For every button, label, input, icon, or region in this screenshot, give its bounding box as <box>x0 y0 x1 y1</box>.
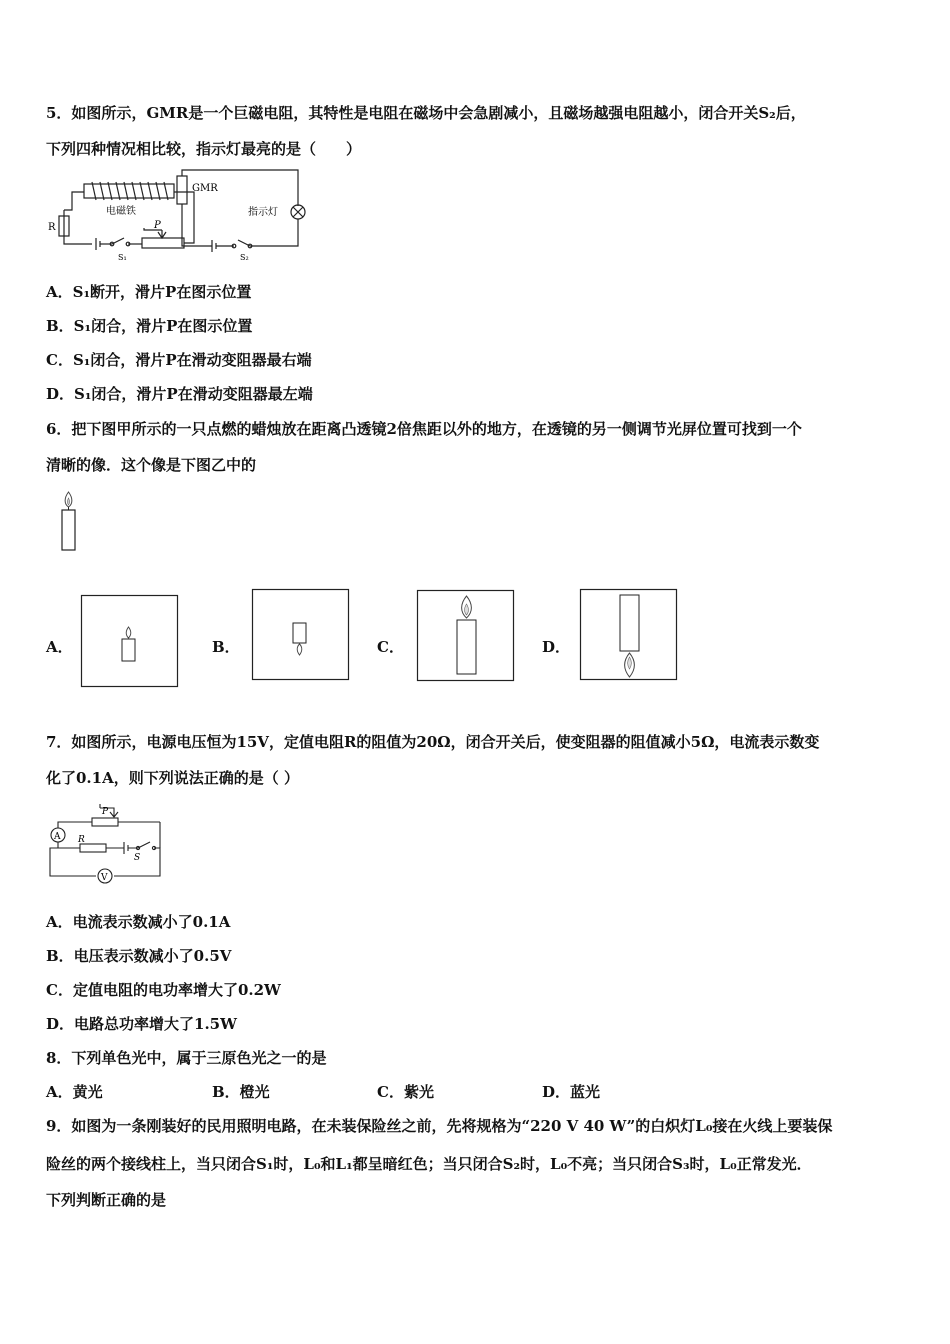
q5-stem-line2: 下列四种情况相比较，指示灯最亮的是（ ） <box>46 140 362 158</box>
q5-option-a[interactable]: A．S₁断开，滑片P在图示位置 <box>46 283 252 301</box>
q7-option-c[interactable]: C．定值电阻的电功率增大了0.2W <box>46 981 281 999</box>
q6-option-b-label[interactable]: B． <box>212 638 240 656</box>
q7-circuit-figure <box>44 800 164 890</box>
q7-fig-v-label: V <box>101 873 108 883</box>
q9-stem-line3: 下列判断正确的是 <box>46 1191 167 1209</box>
q7-stem-line2: 化了0.1A，则下列说法正确的是（ ） <box>46 769 299 787</box>
q9-stem-line1: 9．如图为一条刚装好的民用照明电路，在未装保险丝之前，先将规格为“220 V 40 W”的白炽灯L₀接在火线上要装保 <box>46 1117 833 1135</box>
q7-option-b[interactable]: B．电压表示数减小了0.5V <box>46 947 232 965</box>
q5-fig-p-label: P <box>154 220 161 231</box>
q5-fig-s2-label: S₂ <box>240 253 249 262</box>
q9-stem-line2: 险丝的两个接线柱上，当只闭合S₁时，L₀和L₁都呈暗红色；当只闭合S₂时，L₀不亮；当只闭合S₃时，L₀正常发光． <box>46 1155 812 1173</box>
q5-fig-r-label: R <box>48 222 56 233</box>
q5-stem-line1: 5．如图所示，GMR是一个巨磁电阻，其特性是电阻在磁场中会急剧减小，且磁场越强电阻越小，闭合开关S₂后， <box>46 104 806 122</box>
q6-option-d-label[interactable]: D． <box>542 638 571 656</box>
q8-option-b[interactable]: B．橙光 <box>212 1083 270 1101</box>
q7-option-a[interactable]: A．电流表示数减小了0.1A <box>46 913 231 931</box>
q6-option-b-image[interactable] <box>252 589 349 681</box>
q7-fig-p-label: P <box>102 807 109 817</box>
q6-option-c-image[interactable] <box>417 590 514 682</box>
q7-fig-r-label: R <box>78 835 85 845</box>
q5-option-b[interactable]: B．S₁闭合，滑片P在图示位置 <box>46 317 253 335</box>
q7-option-d[interactable]: D．电路总功率增大了1.5W <box>46 1015 237 1033</box>
q6-candle-figure <box>58 488 80 554</box>
q6-option-a-image[interactable] <box>81 595 178 687</box>
q7-fig-a-label: A <box>54 832 61 842</box>
q5-option-c[interactable]: C．S₁闭合，滑片P在滑动变阻器最右端 <box>46 351 312 369</box>
q6-stem-line1: 6．把下图甲所示的一只点燃的蜡烛放在距离凸透镜2倍焦距以外的地方，在透镜的另一侧调节光屏位置可找到一个 <box>46 420 802 438</box>
q8-stem-line1: 8．下列单色光中，属于三原色光之一的是 <box>46 1049 327 1067</box>
q5-fig-electromagnet-label: 电磁铁 <box>106 206 136 217</box>
q5-fig-gmr-label: GMR <box>192 183 218 194</box>
q6-option-c-label[interactable]: C． <box>377 638 404 656</box>
q8-option-a[interactable]: A．黄光 <box>46 1083 103 1101</box>
q6-option-a-label[interactable]: A． <box>46 638 73 656</box>
q6-option-d-image[interactable] <box>580 589 677 681</box>
q6-stem-line2: 清晰的像．这个像是下图乙中的 <box>46 456 257 474</box>
q5-fig-s1-label: S₁ <box>118 253 127 262</box>
q8-option-c[interactable]: C．紫光 <box>377 1083 434 1101</box>
q5-option-d[interactable]: D．S₁闭合，滑片P在滑动变阻器最左端 <box>46 385 313 403</box>
q8-option-d[interactable]: D．蓝光 <box>542 1083 601 1101</box>
q5-circuit-figure <box>44 168 309 264</box>
q7-fig-s-label: S <box>134 853 141 863</box>
q5-fig-lamp-label: 指示灯 <box>248 207 278 218</box>
q7-stem-line1: 7．如图所示，电源电压恒为15V，定值电阻R的阻值为20Ω，闭合开关后，使变阻器的阻值减小5Ω，电流表示数变 <box>46 733 820 751</box>
